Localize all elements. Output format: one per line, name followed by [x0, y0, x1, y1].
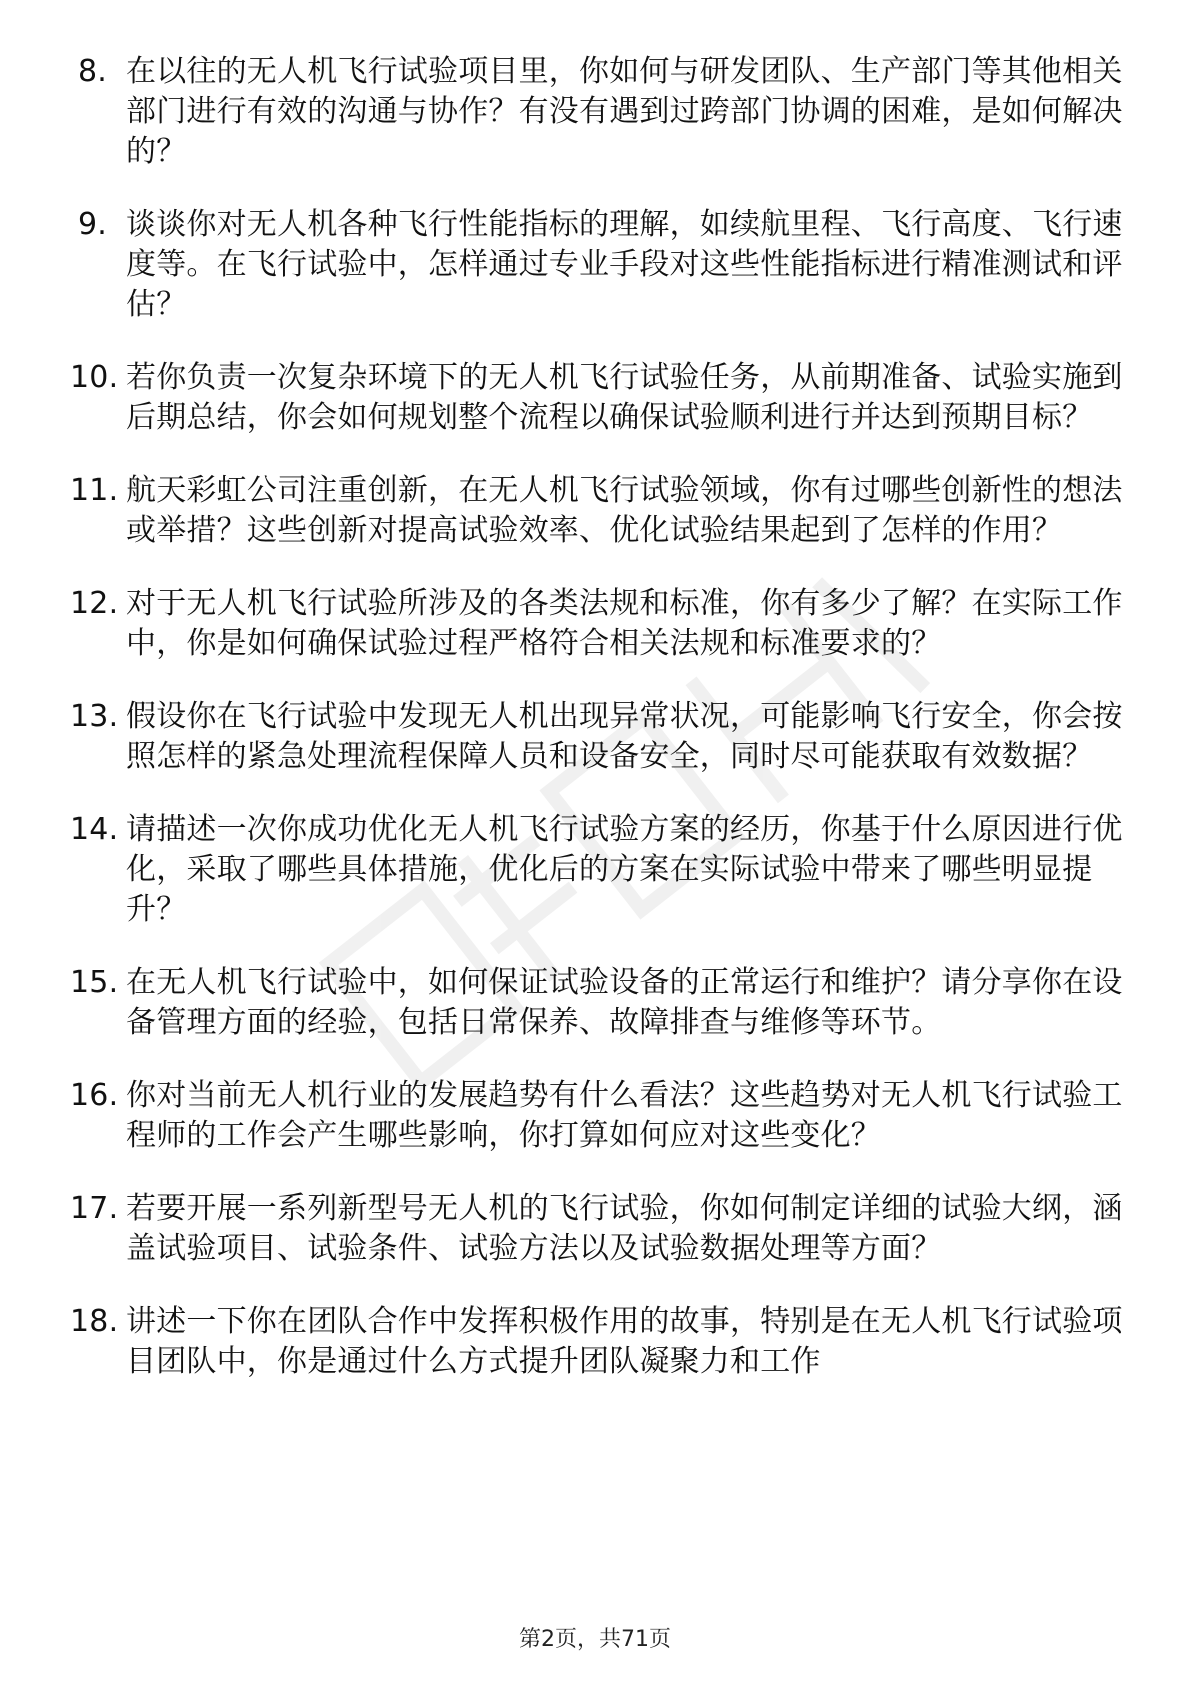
question-text: 航天彩虹公司注重创新，在无人机飞行试验领域，你有过哪些创新性的想法或举措？这些创新对提高试验效率、优化试验结果起到了怎样的作用？	[126, 473, 1123, 548]
question-number: 10.	[70, 360, 119, 395]
question-number: 18.	[70, 1304, 119, 1339]
question-number: 12.	[70, 586, 119, 621]
list-item	[70, 52, 1130, 172]
page-footer: 第2页，共71页	[519, 1627, 671, 1652]
list-item	[70, 810, 1130, 930]
question-text: 在无人机飞行试验中，如何保证试验设备的正常运行和维护？请分享你在设备管理方面的经验，包括日常保养、故障排查与维修等环节。	[126, 965, 1123, 1040]
question-text: 你对当前无人机行业的发展趋势有什么看法？这些趋势对无人机飞行试验工程师的工作会产生哪些影响，你打算如何应对这些变化？	[126, 1078, 1123, 1153]
question-text: 若你负责一次复杂环境下的无人机飞行试验任务，从前期准备、试验实施到后期总结，你会如何规划整个流程以确保试验顺利进行并达到预期目标？	[126, 360, 1123, 435]
question-text: 假设你在飞行试验中发现无人机出现异常状况，可能影响飞行安全，你会按照怎样的紧急处理流程保障人员和设备安全，同时尽可能获取有效数据？	[126, 699, 1123, 774]
question-number: 8.	[78, 54, 108, 89]
question-number: 14.	[70, 812, 119, 847]
list-item	[70, 1076, 1130, 1156]
list-item	[70, 584, 1130, 664]
question-text: 讲述一下你在团队合作中发挥积极作用的故事，特别是在无人机飞行试验项目团队中，你是通过什么方式提升团队凝聚力和工作	[126, 1304, 1123, 1379]
list-item	[70, 471, 1130, 551]
list-item	[70, 358, 1130, 438]
question-text: 在以往的无人机飞行试验项目里，你如何与研发团队、生产部门等其他相关部门进行有效的沟通与协作？有没有遇到过跨部门协调的困难，是如何解决的？	[126, 54, 1123, 169]
question-list	[70, 52, 1130, 1415]
list-item	[70, 963, 1130, 1043]
list-item	[70, 697, 1130, 777]
list-item	[70, 1302, 1130, 1382]
question-number: 11.	[70, 473, 119, 508]
question-number: 16.	[70, 1078, 119, 1113]
question-text: 若要开展一系列新型号无人机的飞行试验，你如何制定详细的试验大纲，涵盖试验项目、试验条件、试验方法以及试验数据处理等方面？	[126, 1191, 1123, 1266]
question-number: 17.	[70, 1191, 119, 1226]
list-item	[70, 1189, 1130, 1269]
question-number: 9.	[78, 207, 108, 242]
question-text: 对于无人机飞行试验所涉及的各类法规和标准，你有多少了解？在实际工作中，你是如何确保试验过程严格符合相关法规和标准要求的？	[126, 586, 1123, 661]
question-number: 15.	[70, 965, 119, 1000]
question-text: 请描述一次你成功优化无人机飞行试验方案的经历，你基于什么原因进行优化，采取了哪些具体措施，优化后的方案在实际试验中带来了哪些明显提升？	[126, 812, 1123, 927]
question-number: 13.	[70, 699, 119, 734]
list-item	[70, 205, 1130, 325]
question-text: 谈谈你对无人机各种飞行性能指标的理解，如续航里程、飞行高度、飞行速度等。在飞行试验中，怎样通过专业手段对这些性能指标进行精准测试和评估？	[126, 207, 1123, 322]
